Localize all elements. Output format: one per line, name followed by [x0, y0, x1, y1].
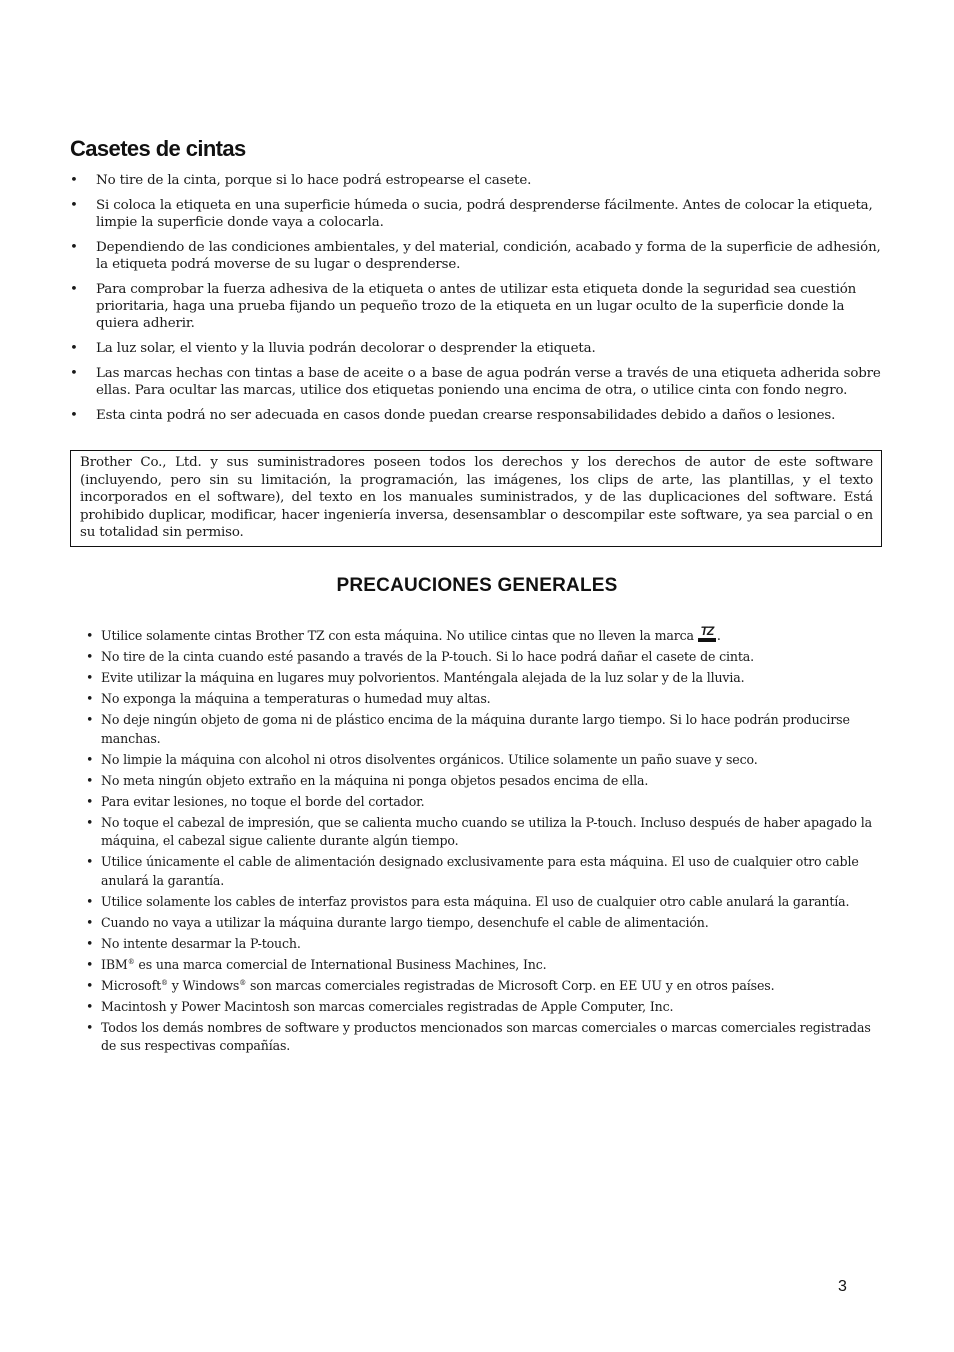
list-item — [70, 197, 882, 231]
tape-cassette-list — [70, 172, 882, 432]
bullet: • — [86, 772, 94, 788]
bullet: • — [70, 408, 78, 423]
list-item — [86, 914, 876, 933]
section-title-casetes: Casetes de cintas — [70, 136, 246, 161]
list-item-text: Todos los demás nombres de software y productos mencionados son marcas comerciales o marcas comerciales registradas de sus respectivas compañías. — [101, 1019, 871, 1053]
list-item-text: No limpie la máquina con alcohol ni otros disolventes orgánicos. Utilice solamente un paño suave y seco. — [101, 751, 758, 767]
bullet: • — [86, 914, 94, 930]
list-item — [86, 998, 876, 1017]
list-item-text: Las marcas hechas con tintas a base de aceite o a base de agua podrán verse a través de una etiqueta adherida sobre ellas. Para ocultar las marcas, utilice dos etiquetas poniendo una encima de otra, o utilice cinta con fondo negro. — [96, 366, 881, 398]
list-item — [70, 340, 882, 357]
registered-mark: ® — [161, 978, 168, 987]
list-item — [86, 853, 876, 890]
list-item-text: Dependiendo de las condiciones ambientales, y del material, condición, acabado y forma de la superficie de adhesión, la etiqueta podrá moverse de su lugar o desprenderse. — [96, 240, 881, 272]
list-item-text-end: . — [716, 628, 721, 643]
list-item — [70, 281, 882, 332]
list-item — [86, 956, 876, 975]
list-item-text: son marcas comerciales registradas de Microsoft Corp. en EE UU y en otros países. — [246, 977, 775, 993]
bullet: • — [86, 1019, 94, 1035]
list-item-text: Utilice solamente los cables de interfaz provistos para esta máquina. El uso de cualquier otro cable anulará la garantía. — [101, 893, 850, 909]
list-item-text: es una marca comercial de International Business Machines, Inc. — [134, 956, 547, 972]
list-item-text: No exponga la máquina a temperaturas o humedad muy altas. — [101, 691, 491, 706]
general-precautions-list — [86, 624, 876, 1058]
list-item — [86, 793, 876, 812]
bullet: • — [86, 793, 94, 809]
list-item — [86, 624, 876, 646]
bullet: • — [86, 854, 94, 869]
bullet: • — [70, 282, 78, 297]
copyright-notice-box: Brother Co., Ltd. y sus suministradores poseen todos los derechos y los derechos de autor de este software (incluyendo, pero sin su limitación, la programación, las imágenes, los clips de arte, las plantillas, y el texto incorporados en el software), del texto en los manuales suministrados, y de las duplicaciones del software. Está prohibido duplicar, modificar, hacer ingeniería inversa, desensamblar o descompilar este software, ya sea parcial o en su totalidad sin permiso. — [70, 450, 882, 547]
list-item-text: Cuando no vaya a utilizar la máquina durante largo tiempo, desenchufe el cable de alimentación. — [101, 914, 709, 930]
bullet: • — [86, 691, 94, 706]
list-item — [86, 711, 876, 748]
list-item — [86, 893, 876, 912]
list-item-text: Macintosh y Power Macintosh son marcas comerciales registradas de Apple Computer, Inc. — [101, 998, 674, 1014]
trademark-microsoft: Microsoft — [101, 977, 161, 993]
tz-logo-text: TZ — [700, 624, 714, 638]
list-item-text: Evite utilizar la máquina en lugares muy polvorientos. Manténgala alejada de la luz solar y de la lluvia. — [101, 670, 745, 685]
list-item-text: No intente desarmar la P-touch. — [101, 935, 301, 951]
bullet: • — [86, 893, 94, 909]
list-item-text: Utilice solamente cintas Brother TZ con esta máquina. No utilice cintas que no lleven la marca — [101, 628, 694, 643]
bullet: • — [70, 341, 78, 356]
bullet: • — [70, 240, 78, 255]
list-item-text: Para evitar lesiones, no toque el borde del cortador. — [101, 793, 425, 809]
registered-mark: ® — [127, 957, 135, 966]
list-item — [86, 690, 876, 709]
bullet: • — [86, 977, 94, 993]
bullet: • — [86, 998, 94, 1014]
list-item-text: No tire de la cinta, porque si lo hace podrá estropearse el casete. — [96, 173, 532, 188]
bullet: • — [86, 628, 94, 643]
bullet: • — [86, 670, 94, 685]
list-item — [86, 814, 876, 851]
tz-logo-bar — [698, 638, 716, 642]
list-item — [86, 772, 876, 791]
bullet: • — [70, 366, 78, 381]
list-item — [86, 751, 876, 770]
list-item — [86, 977, 876, 996]
list-item — [70, 407, 882, 424]
list-item — [70, 172, 882, 189]
list-item — [70, 239, 882, 273]
list-item-text: Utilice únicamente el cable de alimentación designado exclusivamente para esta máquina. El uso de cualquier otro cable anulará la garantía. — [101, 854, 859, 888]
list-item — [86, 648, 876, 667]
bullet: • — [86, 712, 94, 727]
list-item-text: No tire de la cinta cuando esté pasando a través de la P-touch. Si lo hace podrá dañar el casete de cinta. — [101, 649, 755, 664]
page-number: 3 — [838, 1278, 847, 1295]
list-item-text: Si coloca la etiqueta en una superficie húmeda o sucia, podrá desprenderse fácilmente. Antes de colocar la etiqueta, limpie la superficie donde vaya a colocarla. — [96, 198, 873, 230]
list-item-text: No meta ningún objeto extraño en la máquina ni ponga objetos pesados encima de ella. — [101, 772, 649, 788]
list-item — [86, 935, 876, 954]
bullet: • — [86, 935, 94, 951]
list-item — [70, 365, 882, 399]
bullet: • — [70, 173, 78, 188]
list-item-text: Para comprobar la fuerza adhesiva de la etiqueta o antes de utilizar esta etiqueta donde la seguridad sea cuestión prioritaria, haga una prueba fijando un pequeño trozo de la etiqueta en un lugar oculto de la superficie donde la quiera adherir. — [96, 282, 857, 331]
registered-mark: ® — [239, 978, 247, 987]
list-item — [86, 669, 876, 688]
bullet: • — [86, 956, 94, 972]
bullet: • — [70, 198, 78, 213]
section-title-precauciones: PRECAUCIONES GENERALES — [336, 575, 618, 596]
list-item-text: No toque el cabezal de impresión, que se calienta mucho cuando se utiliza la P-touch. Incluso después de haber apagado la máquina, el cabezal sigue caliente durante algún tiempo. — [101, 814, 872, 848]
bullet: • — [86, 751, 94, 767]
list-item-text: No deje ningún objeto de goma ni de plástico encima de la máquina durante largo tiempo. Si lo hace podrán producirse manchas. — [101, 712, 850, 746]
trademark-ibm: IBM — [101, 956, 128, 972]
bullet: • — [86, 649, 94, 664]
tz-logo-icon — [697, 624, 717, 642]
list-item — [86, 1019, 876, 1056]
list-item-text: La luz solar, el viento y la lluvia podrán decolorar o desprender la etiqueta. — [96, 341, 596, 356]
trademark-windows: y Windows — [167, 977, 240, 993]
list-item-text: Esta cinta podrá no ser adecuada en casos donde puedan crearse responsabilidades debido a daños o lesiones. — [96, 408, 836, 423]
bullet: • — [86, 814, 94, 830]
